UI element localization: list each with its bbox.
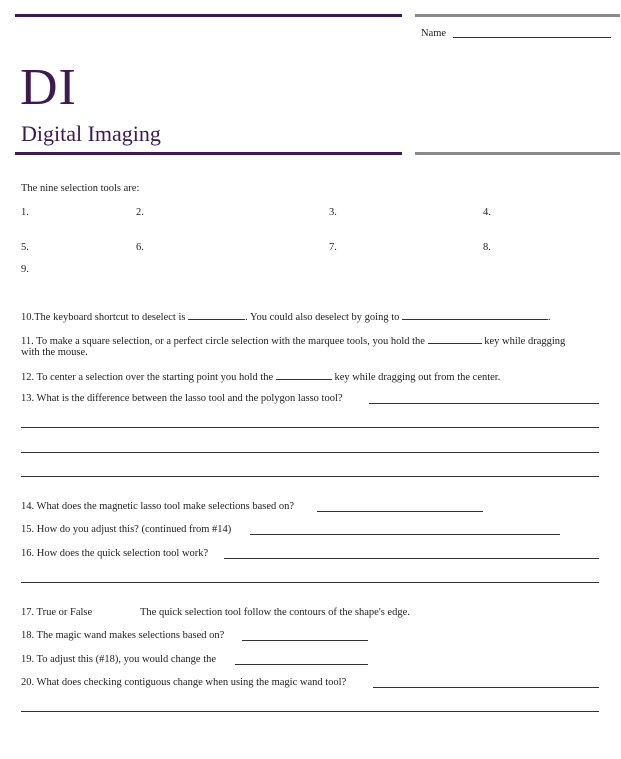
- top-rule-right: [415, 14, 620, 17]
- answer-line-16-inline[interactable]: [224, 558, 599, 559]
- answer-line-15[interactable]: [250, 534, 560, 535]
- header-bottom-rule-right: [415, 152, 620, 155]
- answer-blank-11[interactable]: [428, 333, 482, 344]
- question-17-statement: The quick selection tool follow the contours of the shape's edge.: [140, 607, 410, 618]
- logo-title: DI: [20, 59, 77, 116]
- answer-line-19[interactable]: [235, 664, 368, 665]
- intro-text: The nine selection tools are:: [21, 183, 140, 194]
- answer-blank-12[interactable]: [276, 369, 332, 380]
- answer-line-13-3[interactable]: [21, 476, 599, 477]
- answer-line-13-2[interactable]: [21, 452, 599, 453]
- tool-slot-3: 3.: [329, 207, 337, 218]
- name-field[interactable]: [453, 37, 611, 38]
- question-15: 15. How do you adjust this? (continued from #14): [21, 524, 232, 535]
- question-20: 20. What does checking contiguous change when using the magic wand tool?: [21, 677, 347, 688]
- question-10-text-c: .: [547, 312, 551, 323]
- tool-slot-2: 2.: [136, 207, 144, 218]
- answer-line-18[interactable]: [242, 640, 368, 641]
- question-13: 13. What is the difference between the lasso tool and the polygon lasso tool?: [21, 393, 343, 404]
- header-bottom-rule-left: [15, 152, 402, 155]
- question-17-label: 17. True or False: [21, 607, 93, 618]
- question-11-continued: with the mouse.: [21, 347, 88, 358]
- tool-slot-9: 9.: [21, 264, 29, 275]
- question-11-text-b: key while dragging: [484, 336, 566, 347]
- answer-blank-10b[interactable]: [402, 309, 548, 320]
- question-16: 16. How does the quick selection tool work?: [21, 548, 209, 559]
- tool-slot-7: 7.: [329, 242, 337, 253]
- question-10: [21, 309, 551, 324]
- top-rule-left: [15, 14, 402, 17]
- question-19: 19. To adjust this (#18), you would change the: [21, 654, 217, 665]
- tool-slot-4: 4.: [483, 207, 491, 218]
- answer-line-14[interactable]: [317, 511, 483, 512]
- answer-blank-10a[interactable]: [188, 309, 245, 320]
- question-12: [21, 369, 500, 384]
- page-subtitle: Digital Imaging: [21, 121, 161, 146]
- tool-slot-5: 5.: [21, 242, 29, 253]
- question-18: 18. The magic wand makes selections based on?: [21, 630, 225, 641]
- answer-line-20-inline[interactable]: [373, 687, 599, 688]
- question-14: 14. What does the magnetic lasso tool make selections based on?: [21, 501, 295, 512]
- name-label: Name: [421, 28, 447, 39]
- tool-slot-6: 6.: [136, 242, 144, 253]
- question-12-text-a: 12. To center a selection over the starting point you hold the: [21, 372, 274, 383]
- tool-slot-1: 1.: [21, 207, 29, 218]
- answer-line-20-1[interactable]: [21, 711, 599, 712]
- question-10-text-b: . You could also deselect by going to: [245, 312, 400, 323]
- question-10-text-a: 10.The keyboard shortcut to deselect is: [21, 312, 186, 323]
- answer-line-13-inline[interactable]: [369, 403, 599, 404]
- question-11: [21, 333, 565, 348]
- question-12-text-b: key while dragging out from the center.: [334, 372, 501, 383]
- tool-slot-8: 8.: [483, 242, 491, 253]
- question-11-text-a: 11. To make a square selection, or a perfect circle selection with the marquee tools, you hold the: [21, 336, 425, 347]
- answer-line-13-1[interactable]: [21, 427, 599, 428]
- answer-line-16-1[interactable]: [21, 582, 599, 583]
